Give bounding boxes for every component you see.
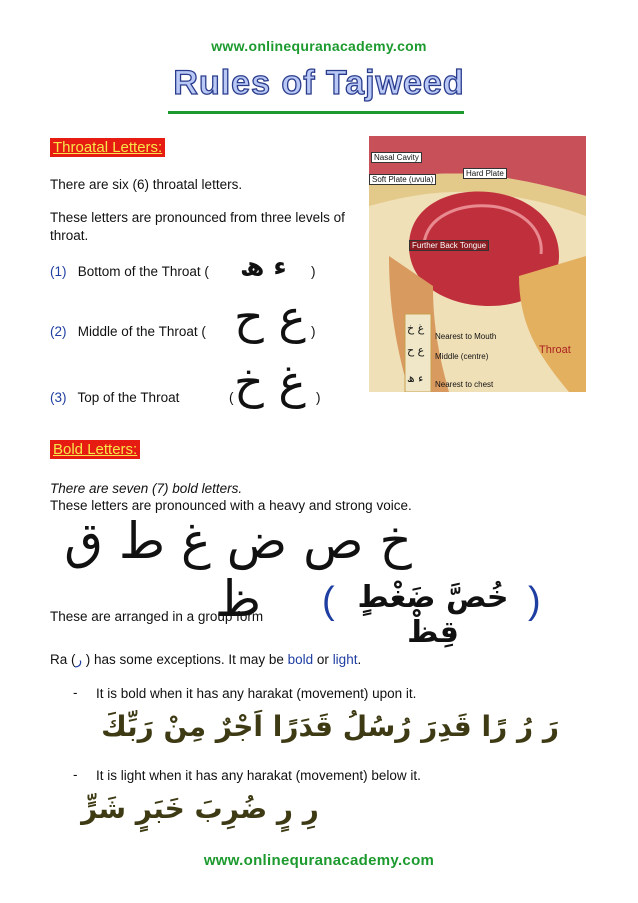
ra-exceptions-line: Ra (ر ) has some exceptions. It may be bold or light. [50,652,362,668]
level-1-arabic: ء ھ [240,252,287,282]
level-3-arabic: غ خ [234,355,306,409]
label-middle-centre: Middle (centre) [435,352,489,361]
group-form-label: These are arranged in a group form [50,609,264,624]
throatal-intro: There are six (6) throatal letters. [50,177,243,192]
light-rule: It is light when it has any harakat (movement) below it. [96,768,421,783]
label-nearest-to-chest: Nearest to chest [435,380,494,389]
level-1: (1) Bottom of the Throat ( [50,264,209,279]
bold-intro: There are seven (7) bold letters. [50,481,243,496]
bold-ra-examples: رَ رُ رًا قَدِرَ رُسُلُ قَدَرًا اَجْرٌ مِنْ رَبِّكَ [101,710,559,743]
bullet-dash: - [73,767,78,782]
bullet-dash: - [73,685,78,700]
bold-word: bold [287,652,314,667]
label-hard-plate: Hard Plate [463,168,507,179]
bold-letters-arabic: خ ص ض غ ط ق ظ [64,512,412,628]
diagram-letters-bottom: ء ھ [407,372,424,385]
bold-heading: Bold Letters: [50,440,140,459]
label-soft-plate: Soft Plate (uvula) [369,174,436,185]
bold-description: These letters are pronounced with a heavy and strong voice. [50,498,412,513]
level-2: (2) Middle of the Throat ( [50,324,206,339]
diagram-letters-top: غ خ [407,322,425,335]
light-word: light [332,652,358,667]
throatal-heading: Throatal Letters: [50,138,165,157]
label-nearest-to-mouth: Nearest to Mouth [435,332,497,341]
ra-letter: ر [75,652,83,668]
group-form-arabic: خُصَّ ضَغْطٍ قِظْ [357,580,509,650]
label-nasal-cavity: Nasal Cavity [371,152,422,163]
label-throat: Throat [539,344,571,356]
light-ra-examples: رِ رٍ ضُرِبَ خَبَرٍ شَرٍّ [81,792,319,825]
level-3: (3) Top of the Throat [50,390,180,405]
page-title: Rules of Tajweed [173,64,465,102]
site-url-footer[interactable]: www.onlinequranacademy.com [203,852,435,869]
title-underline [168,111,464,114]
label-further-back-tongue: Further Back Tongue [409,240,489,251]
throatal-description: These letters are pronounced from three levels of throat. [50,210,345,243]
throat-anatomy-diagram [369,136,586,392]
level-2-arabic: ع ح [234,290,306,344]
diagram-letters-mid: ع ح [407,344,425,357]
bold-rule: It is bold when it has any harakat (movement) upon it. [96,686,417,701]
site-url-header[interactable]: www.onlinequranacademy.com [211,38,427,54]
